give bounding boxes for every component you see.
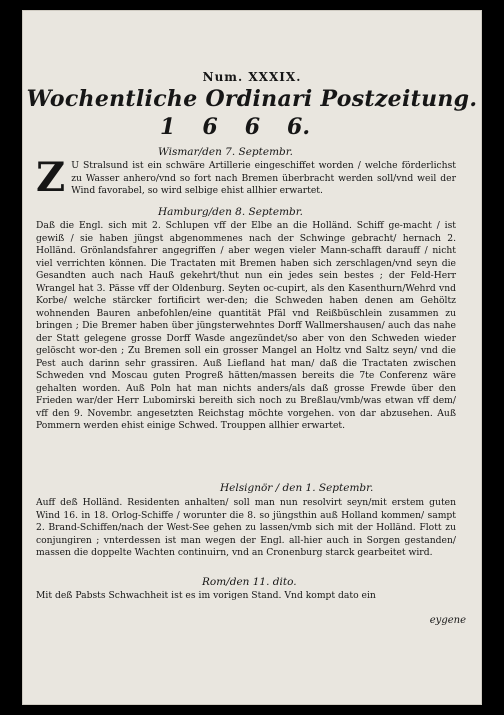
dateline-helsignor: Helsignör / den 1. Septembr.: [220, 482, 374, 494]
year: [160, 114, 310, 140]
masthead: Wochentliche Ordinari Postzeitung.: [26, 86, 478, 112]
catchword: eygene: [429, 615, 466, 626]
year-digit: 6: [244, 114, 260, 140]
report-text: Auff deß Holländ. Residenten anhalten/ soll man nun resolvirt seyn/mit erstem guten Wind 16. in 18. Orlog-Schiffe / worunter die 8. so jüngsthin auß Holland kommen/ sampt 2. Brand-Schiffen/nach der West-See gehen zu lassen/vmb sich mit der Holländ. Flott zu conjungiren ; vnterdessen ist man wegen der Engl. all-hier auch in Sorgen gestanden/ massen die doppelte Wachten continuirn, vnd an Cronenburg starck gearbeitet wird.: [36, 497, 456, 558]
dateline-hamburg: Hamburg/den 8. Septembr.: [158, 206, 303, 218]
report-text: U Stralsund ist ein schwäre Artillerie eingeschiffet worden / welche förderlichst zu Wasser anhero/vnd so fort nach Bremen überbracht werden soll/vnd weil der Wind favorabel, so wird selbige ehist allhier erwartet.: [71, 160, 456, 196]
report-rom: [36, 590, 456, 603]
year-digit: 6: [202, 114, 218, 140]
year-digit: 1: [160, 114, 176, 140]
report-text: Daß die Engl. sich mit 2. Schlupen vff der Elbe an die Holländ. Schiff ge-macht / ist gewiß / sie haben jüngst abgenommenes nach der Schwinge gebracht/ hernach 2. Holländ. Grönlandsfahrer angegriffen / aber wegen vieler Mann-schafft darauff / nicht viel verrichten können. Die Tractaten mit Bremen haben sich zerschlagen/vnd seyn die Gesandten auch nach Hauß gekehrt/thut nun ein jedes sein bestes ; der Feld-Herr Wrangel hat 3. Pässe vff der Oldenburg. Seyten oc-cupirt, als den Kasenthurn/Wehrd vnd Korbe/ welche stärcker fortificirt wer-den; die Schweden haben denen am Gehöltz wohnenden Bauren anbefohlen/eine quantität Pfäl vnd Reißbüschlein zusammen zu bringen ; Die Bremer haben über jüngsterwehntes Dorff Wallmershausen/ auch das nahe der Statt gelegene grosse Dorff Wasde angezündet/so aber von den Schweden wieder gelöscht wor-den ; Zu Bremen soll ein grosser Mangel an Holtz vnd Saltz seyn/ vnd die Pest auch darinn sehr grassiren. Auß Liefland hat man/ daß die Tractaten zwischen Schweden vnd Moscau guten Progreß hätten/massen bereits die 7te Conferenz wäre gehalten worden. Auß Poln hat man nichts anders/als daß grosse Frewde über den Frieden war/der Herr Lubomirski bereith sich noch zu Breßlau/vmb/was etwan vff dem/ vff den 9. Novembr. angesetzten Reichstag möchte vorgehen. von dar abzusehen. Auß Pommern werden ehist einige Schwed. Trouppen allhier erwartet.: [36, 220, 456, 431]
dateline-wismar: Wismar/den 7. Septembr.: [158, 146, 293, 158]
report-text: Mit deß Pabsts Schwachheit ist es im vorigen Stand. Vnd kompt dato ein: [36, 590, 376, 601]
dateline-rom: Rom/den 11. dito.: [202, 576, 297, 588]
report-hamburg: [36, 220, 456, 433]
year-digit: 6.: [287, 114, 310, 140]
newspaper-page: [22, 10, 482, 705]
drop-cap: Z: [36, 154, 66, 201]
issue-number: Num. XXXIX.: [202, 70, 302, 84]
report-wismar: [36, 154, 456, 201]
report-helsignor: [36, 497, 456, 560]
